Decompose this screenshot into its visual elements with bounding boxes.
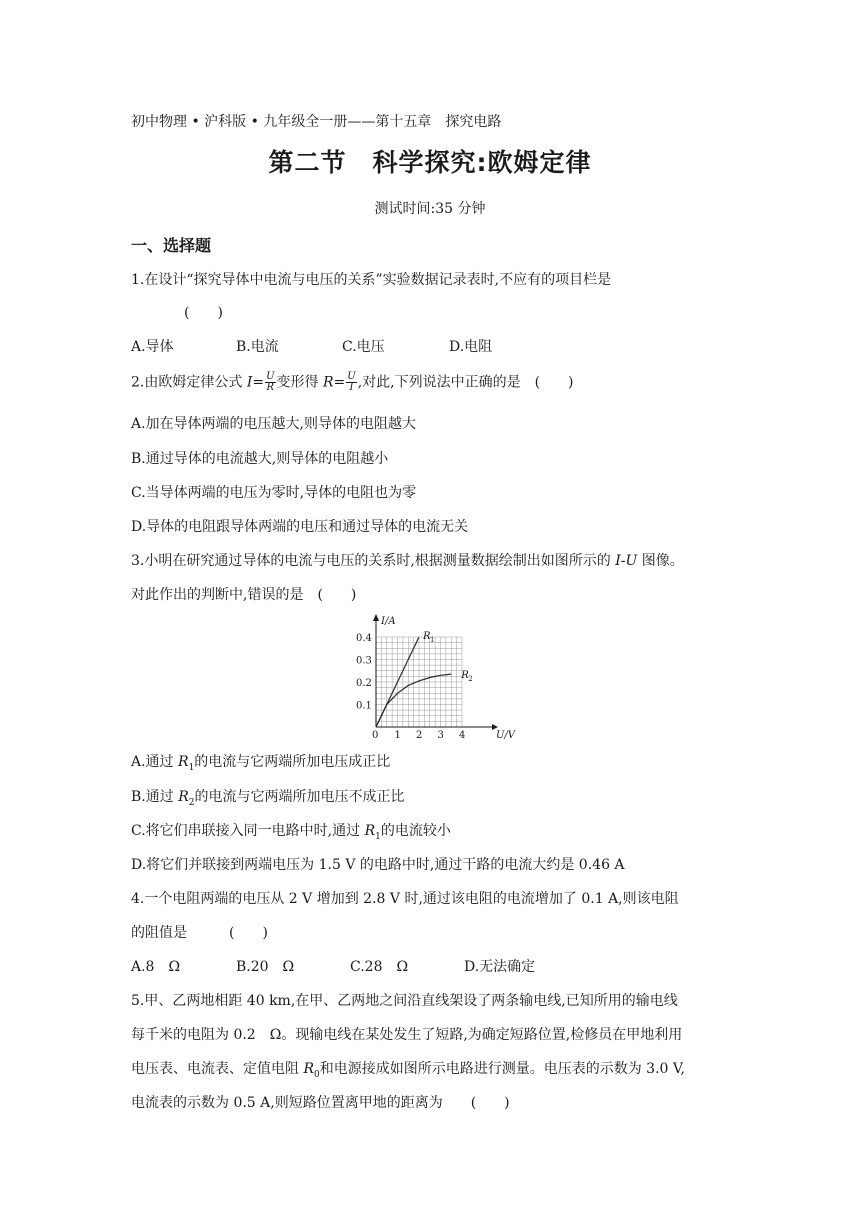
- series-label-r2: R: [461, 670, 469, 682]
- q4-option-a: A.8 Ω: [131, 959, 181, 975]
- q2-formula2-fraction: [346, 372, 356, 393]
- q3-option-a-r: R: [178, 754, 189, 770]
- q2-formula2-lhs: R: [322, 374, 334, 391]
- q3-stem-line2: 对此作出的判断中,错误的是 ( ): [131, 587, 357, 603]
- q3-option-a-sub: 1: [188, 762, 195, 773]
- q5-line1: 5.甲、乙两地相距 40 km,在甲、乙两地之间沿直线架设了两条输电线,已知所用的输电线: [131, 993, 678, 1009]
- q3-option-b-sub: 2: [188, 797, 195, 808]
- y-tick-label: 0.2: [356, 678, 372, 689]
- q2-option-b: B.通过导体的电流越大,则导体的电阻越小: [131, 451, 389, 467]
- x-tick-label: 4: [459, 730, 466, 741]
- q3-option-c-text1: C.将它们串联接入同一电路中时,通过: [131, 823, 365, 839]
- q3-option-c-r: R: [364, 823, 376, 839]
- q1-option-c: C.电压: [342, 339, 385, 355]
- q3-option-a: [131, 752, 390, 778]
- x-axis-label: U/V: [496, 730, 516, 741]
- q4-stem-line1: 4.一个电阻两端的电压从 2 V 增加到 2.8 V 时,通过该电阻的电流增加了 0.1 A,则该电阻: [131, 891, 679, 907]
- y-tick-label: 0.3: [356, 655, 372, 667]
- q1-answer-paren: ( ): [184, 305, 223, 321]
- x-tick-label: 2: [416, 730, 423, 741]
- x-tick-label: 3: [437, 730, 444, 741]
- series-label-r2-sub: 2: [468, 675, 473, 684]
- q3-stem-line1: [131, 551, 684, 571]
- y-tick-label: 0.4: [356, 633, 372, 644]
- q2-formula2-num: U: [347, 371, 356, 382]
- q1-option-d: D.电阻: [449, 339, 493, 355]
- q3-option-b: [131, 787, 404, 813]
- q3-option-d: D.将它们并联接到两端电压为 1.5 V 的电路中时,通过干路的电流大约是 0.46 A: [131, 857, 625, 873]
- test-time: 测试时间:35 分钟: [374, 201, 486, 217]
- series-label-r1-sub: 1: [430, 636, 435, 644]
- q3-option-a-text1: A.通过: [131, 754, 179, 770]
- q2-stem: 2.由欧姆定律公式 I= $\frac{U}{R}$ 变形得 R= $\frac{U}{I}$ ,对此,下列说法中正确的是 ( ): [131, 371, 574, 393]
- q4-stem-line2: 的阻值是 ( ): [131, 925, 268, 941]
- q2-option-a: A.加在导体两端的电压越大,则导体的电阻越大: [131, 416, 417, 432]
- q3-option-b-r: R: [178, 789, 189, 805]
- q3-option-c-sub: 1: [375, 831, 381, 842]
- q5-line3-r: R: [303, 1061, 314, 1077]
- q3-option-b-text1: B.通过: [131, 789, 179, 805]
- q4-option-b: B.20 Ω: [236, 959, 295, 975]
- q2-formula1-num: U: [266, 371, 275, 382]
- q3-option-a-text2: 的电流与它两端所加电压成正比: [194, 754, 391, 770]
- page-header: 初中物理 • 沪科版 • 九年级全一册——第十五章 探究电路: [131, 114, 502, 130]
- y-axis-arrow: [373, 614, 379, 621]
- y-axis-label: I/A: [381, 616, 396, 627]
- x-tick-label: 1: [394, 730, 401, 741]
- q1-stem: 1.在设计“探究导体中电流与电压的关系”实验数据记录表时,不应有的项目栏是: [131, 272, 612, 288]
- q4-option-c: C.28 Ω: [350, 959, 409, 975]
- q2-formula1-fraction: [265, 372, 275, 393]
- q2-suffix: ,对此,下列说法中正确的是 ( ): [357, 374, 574, 391]
- iu-graph: [346, 612, 516, 744]
- q5-line3-sub: 0: [314, 1069, 320, 1080]
- q5-line3-text1: 电压表、电流表、定值电阻: [131, 1061, 304, 1077]
- series-label-r1: R: [423, 631, 431, 642]
- q3-option-c-text2: 的电流较小: [380, 823, 451, 839]
- q2-option-d: D.导体的电阻跟导体两端的电压和通过导体的电流无关: [131, 519, 469, 535]
- q3-option-c: [131, 821, 451, 847]
- x-tick-label: 0: [372, 730, 379, 741]
- q5-line2: 每千米的电阻为 0.2 Ω。现输电线在某处发生了短路,为确定短路位置,检修员在甲地利用: [131, 1027, 683, 1043]
- q1-option-b: B.电流: [236, 339, 279, 355]
- q2-option-c: C.当导体两端的电压为零时,导体的电阻也为零: [131, 485, 417, 501]
- q5-line3: [131, 1059, 685, 1085]
- q3-stem-b: 图像。: [637, 553, 684, 569]
- q3-option-b-text2: 的电流与它两端所加电压不成正比: [194, 789, 405, 805]
- page-title: 第二节 科学探究:欧姆定律: [268, 148, 592, 177]
- q4-option-d: D.无法确定: [464, 959, 536, 975]
- q5-line4: 电流表的示数为 0.5 A,则短路位置离甲地的距离为 ( ): [131, 1095, 510, 1111]
- q2-formula1-den: R: [266, 382, 275, 393]
- q2-formula1-lhs: I: [246, 374, 253, 391]
- q3-stem-iu: I-U: [615, 553, 638, 569]
- q5-line3-text2: 和电源接成如图所示电路进行测量。电压表的示数为 3.0 V,: [319, 1061, 686, 1077]
- q3-stem-a: 3.小明在研究通过导体的电流与电压的关系时,根据测量数据绘制出如图所示的: [131, 553, 616, 569]
- q2-formula2-den: I: [349, 382, 354, 393]
- q1-option-a: A.导体: [131, 339, 174, 355]
- q2-prefix: 2.由欧姆定律公式: [131, 374, 247, 391]
- q2-mid: 变形得: [276, 374, 323, 391]
- y-tick-label: 0.1: [356, 700, 372, 712]
- section-heading: 一、选择题: [131, 236, 212, 255]
